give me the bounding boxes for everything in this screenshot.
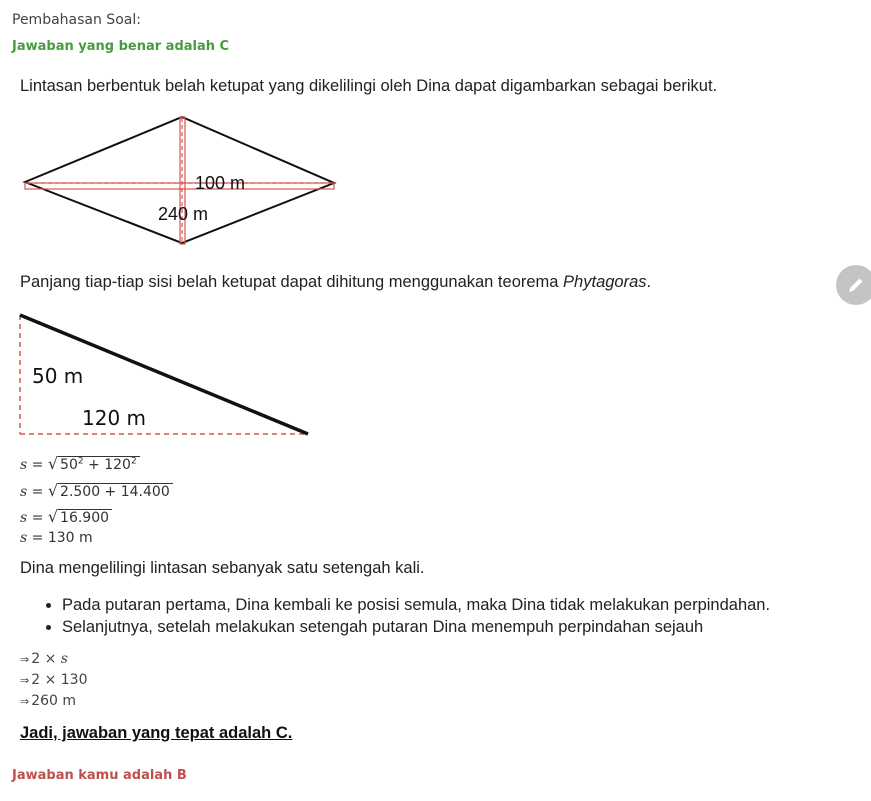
short-diagonal-label: 100 m [195, 173, 246, 193]
sqrt-expression: √ 16.900 [48, 507, 112, 526]
step-line-2 [20, 672, 87, 688]
triangle-horizontal-label: 120 m [82, 406, 147, 430]
calc-line-1 [20, 454, 140, 473]
implies-arrow-icon: ⇒ [20, 674, 30, 687]
your-answer-text: Jawaban kamu adalah B [12, 768, 187, 783]
implies-arrow-icon: ⇒ [20, 653, 30, 666]
calc-line-3 [20, 507, 112, 526]
summary-text: Dina mengelilingi lintasan sebanyak satu setengah kali. [20, 559, 425, 577]
calc-var: s [20, 457, 28, 473]
step-var: s [60, 651, 68, 667]
calc-eq: = [31, 530, 44, 546]
calc-var: s [20, 484, 28, 500]
calc-base-2: 120 [104, 457, 131, 473]
calc-line-4 [20, 530, 93, 546]
conclusion-text: Jadi, jawaban yang tepat adalah C. [20, 724, 293, 742]
correct-answer-text: Jawaban yang benar adalah C [12, 39, 230, 54]
calc-var: s [20, 510, 28, 526]
pythagoras-text-after: . [646, 273, 652, 291]
list-item: • Pada putaran pertama, Dina kembali ke posisi semula, maka Dina tidak melakukan perpindahan. [62, 596, 770, 615]
step-text: 260 m [31, 693, 77, 709]
calc-eq: = [31, 510, 44, 526]
calc-var: s [20, 530, 28, 546]
step-line-1 [20, 651, 68, 667]
calc-expr: 16.900 [58, 509, 112, 526]
step-text: 2 × [31, 651, 61, 667]
intro-text: Lintasan berbentuk belah ketupat yang dikelilingi oleh Dina dapat digambarkan sebagai berikut. [20, 77, 718, 95]
pythagoras-text-before: Panjang tiap-tiap sisi belah ketupat dapat dihitung menggunakan teorema [20, 273, 564, 291]
triangle-vertical-label: 50 m [32, 364, 84, 388]
calc-line-2 [20, 481, 173, 500]
calc-result: 130 m [47, 530, 93, 546]
calc-base-1: 50 [60, 457, 78, 473]
sqrt-expression: √ 2.500 + 14.400 [48, 481, 173, 500]
calc-exp-2: 2 [130, 456, 137, 467]
step-text: 2 × 130 [31, 672, 88, 688]
header-label: Pembahasan Soal: [12, 12, 141, 28]
long-diagonal-label: 240 m [158, 204, 209, 224]
calc-eq: = [31, 457, 44, 473]
calc-plus: + [88, 457, 100, 473]
sqrt-expression: √ $50^2 + 120^2$ [48, 454, 140, 473]
calc-exp-1: 2 [77, 456, 84, 467]
calc-eq: = [31, 484, 44, 500]
calc-expr: 2.500 + 14.400 [58, 483, 173, 500]
step-line-3 [20, 693, 76, 709]
bullet-list [20, 596, 770, 640]
implies-arrow-icon: ⇒ [20, 695, 30, 708]
pythagoras-term: Phytagoras [563, 273, 647, 291]
list-item: • Selanjutnya, setelah melakukan setengah putaran Dina menempuh perpindahan sejauh [62, 618, 770, 637]
